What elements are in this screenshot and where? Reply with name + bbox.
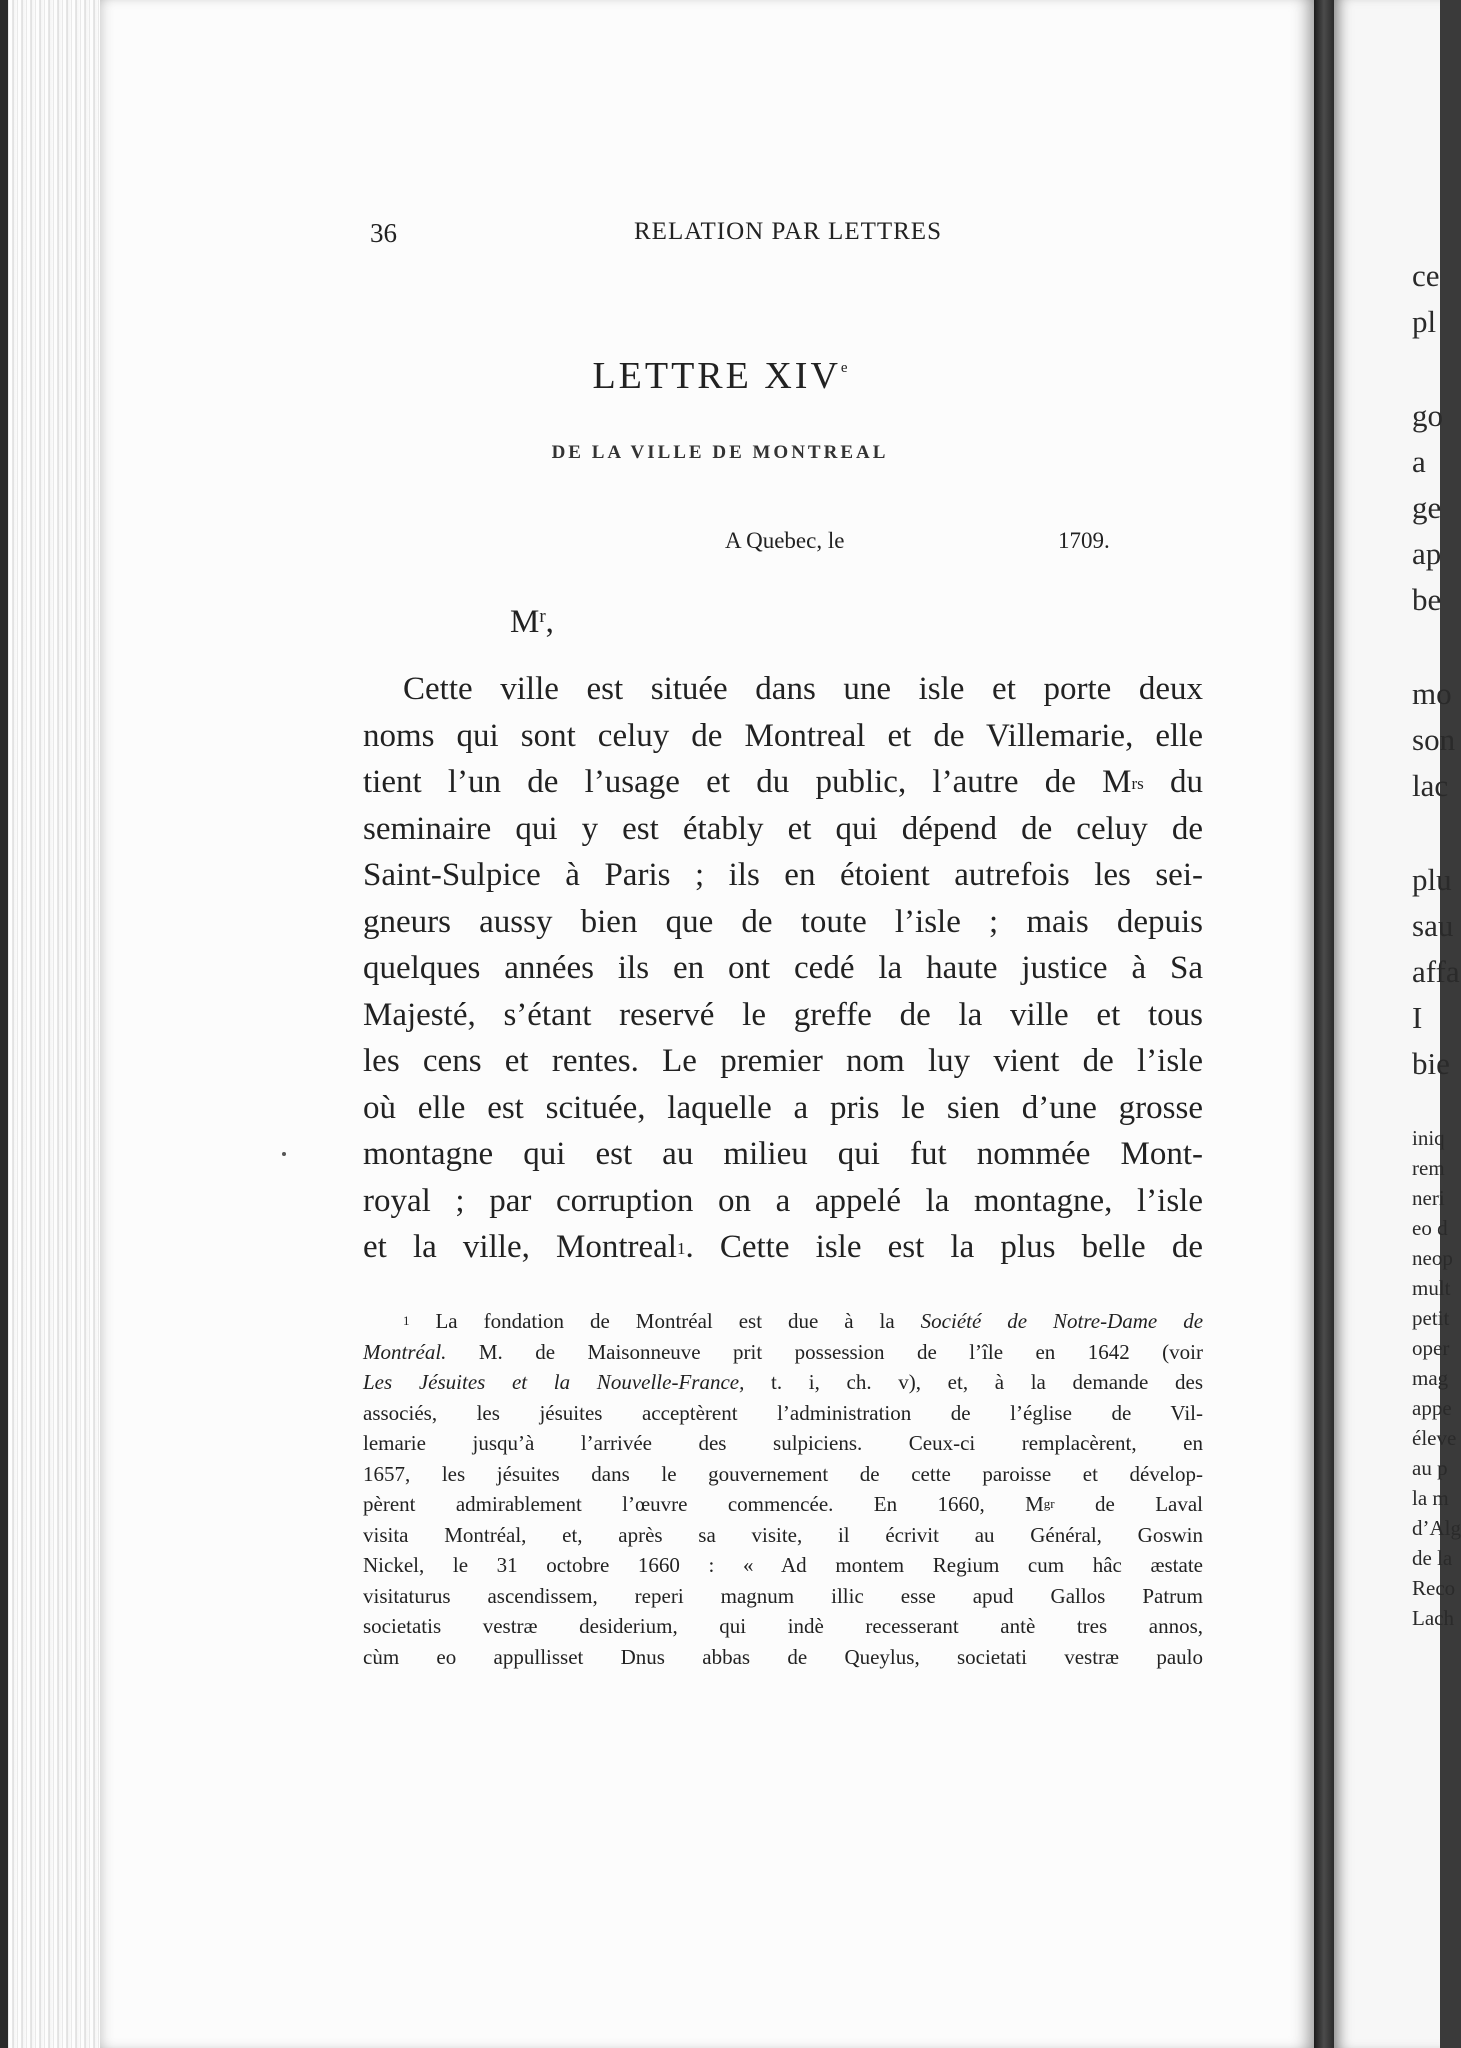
body-line: gneurs aussy bien que de toute l’isle ; mais depuis — [363, 903, 1203, 940]
footnote-line: lemarie jusqu’à l’arrivée des sulpiciens. Ceux-ci remplacèrent, en — [363, 1431, 1203, 1455]
footnote-line: cùm eo appullisset Dnus abbas de Queylus, societati vestræ paulo — [363, 1644, 1203, 1669]
footnote-line: societatis vestræ desiderium, qui indè recesserant antè tres annos, — [363, 1614, 1203, 1638]
letter-title — [0, 354, 1440, 398]
footnote-part: t. i, ch. v), et, à la demande des — [744, 1370, 1204, 1394]
facing-fragment: affa — [1412, 954, 1460, 989]
footnote-line — [363, 1489, 1203, 1520]
footnote-sup: gr — [1043, 1496, 1055, 1511]
facing-fragment: mo — [1412, 676, 1452, 711]
body-line: Majesté, s’étant reservé le greffe de la ville et tous — [363, 996, 1203, 1033]
footnote — [363, 1306, 1203, 1672]
facing-footnote-fragment: de la — [1412, 1546, 1453, 1570]
footnote-mark: 1 — [403, 1313, 410, 1328]
facing-footnote-fragment: Lach — [1412, 1606, 1454, 1630]
facing-fragment: a — [1412, 444, 1426, 479]
facing-fragment: son — [1412, 722, 1456, 757]
salutation — [510, 604, 554, 641]
facing-footnote-fragment: éleve — [1412, 1426, 1457, 1450]
facing-fragment: ap — [1412, 536, 1442, 571]
letter-title-sup: e — [840, 360, 848, 376]
running-title: RELATION PAR LETTRES — [634, 218, 942, 245]
footnote-line — [363, 1337, 1203, 1368]
facing-fragment: go — [1412, 398, 1443, 433]
page-number: 36 — [370, 218, 397, 248]
body-line — [363, 759, 1203, 806]
body-sup: rs — [1131, 774, 1144, 793]
footnote-part: pèrent admirablement l’œuvre commencée. En 1660, M — [363, 1492, 1044, 1516]
facing-fragment: ce — [1412, 258, 1440, 293]
body-line: les cens et rentes. Le premier nom luy vient de l’isle — [363, 1043, 1203, 1079]
facing-fragment: plu — [1412, 862, 1452, 897]
facing-footnote-fragment: d’Alg — [1412, 1516, 1461, 1540]
letter-title-text: LETTRE XIV — [592, 355, 841, 397]
facing-footnote-fragment: appe — [1412, 1396, 1452, 1420]
body-line: Cette ville est située dans une isle et porte deux — [403, 671, 1203, 707]
footnote-line — [363, 1367, 1203, 1398]
facing-fragment: I — [1412, 1000, 1423, 1035]
footnote-ref: 1 — [676, 1239, 686, 1258]
footnote-part: La fondation de Montréal est due à la — [435, 1309, 921, 1333]
footnote-line: associés, les jésuites acceptèrent l’administration de l’église de Vil- — [363, 1400, 1203, 1425]
facing-footnote-fragment: mult — [1412, 1276, 1451, 1300]
facing-footnote-fragment: petit — [1412, 1306, 1450, 1330]
footnote-line: Nickel, le 31 octobre 1660 : « Ad montem Regium cum hâc æstate — [363, 1553, 1203, 1577]
salutation-end: , — [545, 604, 554, 640]
facing-fragment: lac — [1412, 768, 1449, 803]
body-line — [363, 1224, 1203, 1271]
facing-fragment: pl — [1412, 304, 1437, 339]
book-gutter — [1314, 0, 1334, 2048]
facing-footnote-fragment: rem — [1412, 1156, 1445, 1180]
facing-page — [1334, 0, 1461, 2048]
facing-fragment: bie — [1412, 1046, 1450, 1081]
facing-footnote-fragment: eo d — [1412, 1216, 1448, 1240]
facing-footnote-fragment: oper — [1412, 1336, 1450, 1360]
body-line: seminaire qui y est étably et qui dépend de celuy de — [363, 810, 1203, 847]
body-line: royal ; par corruption on a appelé la montagne, l’isle — [363, 1182, 1203, 1219]
facing-footnote-fragment: iniq — [1412, 1126, 1445, 1150]
footnote-line — [363, 1306, 1203, 1337]
footnote-italic: Montréal. — [363, 1339, 447, 1364]
body-line-part: tient l’un de l’usage et du public, l’autre de M — [363, 764, 1132, 800]
facing-footnote-fragment: Reco — [1412, 1576, 1456, 1600]
facing-footnote-fragment: neop — [1412, 1246, 1453, 1270]
facing-fragment: sau — [1412, 908, 1454, 943]
facing-footnote-fragment: mag — [1412, 1366, 1449, 1390]
footnote-line: visitaturus ascendissem, reperi magnum illic esse apud Gallos Patrum — [363, 1583, 1203, 1608]
binding-shadow — [0, 0, 8, 2048]
ink-speck — [282, 1152, 286, 1156]
salutation-text: M — [510, 604, 540, 640]
footnote-italic: Les Jésuites et la Nouvelle-France, — [363, 1370, 745, 1394]
footnote-italic: Société de Notre-Dame de — [920, 1309, 1204, 1333]
letter-place: A Quebec, le — [725, 528, 845, 553]
letter-year: 1709. — [1058, 528, 1110, 553]
body-line-part: du — [1143, 764, 1203, 800]
body-line: montagne qui est au milieu qui fut nommée Mont- — [363, 1136, 1203, 1172]
footnote-line: visita Montréal, et, après sa visite, il écrivit au Général, Goswin — [363, 1522, 1203, 1547]
body-line-part: . Cette isle est la plus belle de — [685, 1229, 1203, 1265]
facing-footnote-fragment: la m — [1412, 1486, 1449, 1510]
letter-body — [363, 666, 1203, 1271]
body-line: quelques années ils en ont cedé la haute justice à Sa — [363, 950, 1203, 986]
salutation-sup: r — [539, 606, 546, 627]
footnote-line: 1657, les jésuites dans le gouvernement de cette paroisse et dévelop- — [363, 1461, 1203, 1486]
body-line-part: et la ville, Montreal — [363, 1229, 677, 1265]
facing-fragment: be — [1412, 582, 1442, 617]
facing-fragment: ge — [1412, 490, 1442, 525]
facing-footnote-fragment: neri — [1412, 1186, 1445, 1210]
footnote-part: de Laval — [1054, 1492, 1204, 1516]
footnote-part: M. de Maisonneuve prit possession de l’île en 1642 (voir — [446, 1339, 1203, 1364]
body-line: Saint-Sulpice à Paris ; ils en étoient autrefois les sei- — [363, 857, 1203, 893]
letter-subtitle: DE LA VILLE DE MONTREAL — [551, 442, 889, 463]
book-page-edges — [0, 0, 100, 2048]
body-line: noms qui sont celuy de Montreal et de Villemarie, elle — [363, 717, 1203, 754]
body-line: où elle est scituée, laquelle a pris le sien d’une grosse — [363, 1089, 1203, 1126]
facing-footnote-fragment: au p — [1412, 1456, 1448, 1480]
